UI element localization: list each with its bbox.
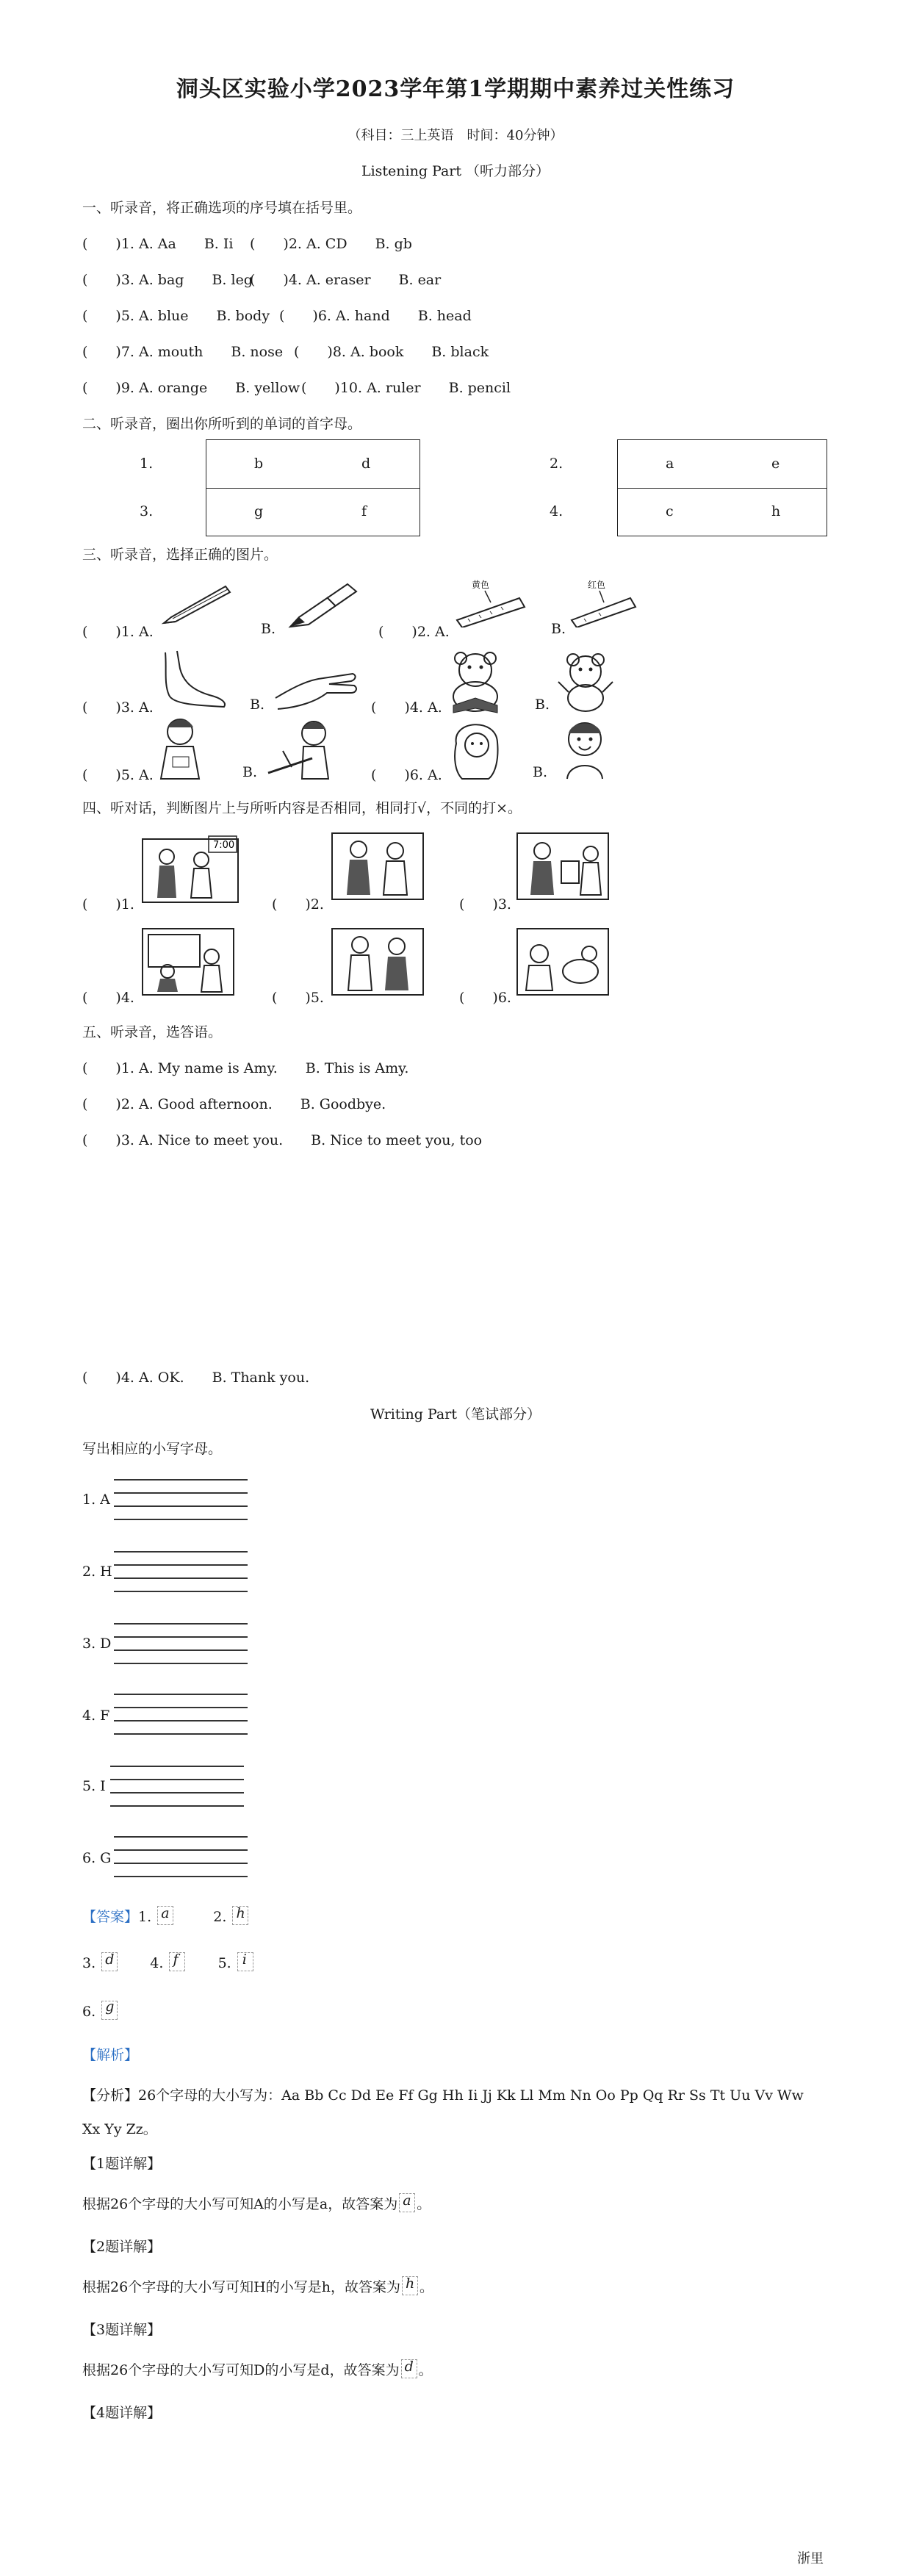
answer-box bbox=[237, 1952, 253, 1971]
picture-desk-scene bbox=[516, 829, 611, 902]
answer-box bbox=[157, 1906, 173, 1925]
boy-smiling-icon bbox=[552, 714, 619, 782]
s2-q2-a: a bbox=[666, 456, 674, 472]
answer-label: 【答案】 bbox=[82, 1909, 139, 1925]
picture-blackboard-scene bbox=[141, 924, 237, 998]
pencil-icon bbox=[158, 580, 235, 628]
writing-item-1: 1. A bbox=[82, 1492, 110, 1508]
section4-heading: 四、听对话，判断图片上与所听内容是否相同，相同打√，不同的打×。 bbox=[82, 800, 522, 816]
s2-q4-a: c bbox=[666, 503, 674, 519]
s4-q5: ( )5. bbox=[272, 990, 324, 1006]
writing-line bbox=[110, 1805, 244, 1807]
s2-q3-num: 3. bbox=[140, 503, 154, 519]
pen-icon bbox=[283, 577, 364, 632]
answer-1-num: 1. bbox=[138, 1909, 152, 1925]
s3-q3-b: B. bbox=[250, 697, 265, 713]
writing-line bbox=[114, 1863, 248, 1864]
s2-q1-num: 1. bbox=[140, 456, 154, 472]
detail-2-letter: h bbox=[405, 2275, 415, 2292]
writing-item-3: 3. D bbox=[82, 1636, 112, 1652]
s2-q2-b: e bbox=[771, 456, 780, 472]
writing-line bbox=[114, 1479, 248, 1481]
section2-heading: 二、听录音，圈出你所听到的单词的首字母。 bbox=[82, 416, 362, 432]
section5-heading: 五、听录音，选答语。 bbox=[82, 1024, 223, 1040]
s3-q2: ( )2. A. bbox=[378, 624, 450, 640]
s5-q2: ( )2. A. Good afternoon. B. Goodbye. bbox=[82, 1096, 386, 1112]
writing-line bbox=[114, 1519, 248, 1520]
writing-line bbox=[110, 1792, 244, 1794]
writing-line bbox=[114, 1577, 248, 1579]
answer-5-letter: i bbox=[242, 1951, 247, 1968]
q3-item: ( )3. A. bag B. leg bbox=[82, 272, 253, 288]
exam-subtitle: （科目：三上英语 时间：40分钟） bbox=[348, 128, 563, 143]
writing-item-2: 2. H bbox=[82, 1564, 112, 1580]
answer-2-letter: h bbox=[236, 1905, 245, 1921]
writing-line bbox=[110, 1766, 244, 1767]
answer-box bbox=[169, 1952, 185, 1971]
s4-q6: ( )6. bbox=[459, 990, 511, 1006]
section3-heading: 三、听录音，选择正确的图片。 bbox=[82, 547, 278, 563]
writing-header: Writing Part（笔试部分） bbox=[370, 1406, 541, 1422]
answer-3-letter: d bbox=[105, 1951, 115, 1968]
detail-2-text: 根据26个字母的大小写可知H的小写是h，故答案为 bbox=[82, 2279, 400, 2295]
q5-item: ( )5. A. blue B. body bbox=[82, 308, 270, 324]
q1-item: ( )1. A. Aa B. Ii bbox=[82, 236, 234, 252]
answer-4-letter: f bbox=[173, 1951, 179, 1968]
s4-q2: ( )2. bbox=[272, 896, 324, 913]
page-title: 洞头区实验小学2023学年第1学期期中素养过关性练习 bbox=[176, 76, 735, 102]
answer-5-num: 5. bbox=[217, 1955, 231, 1971]
detail-1-period: 。 bbox=[417, 2196, 431, 2212]
detail-4-head: 【4题详解】 bbox=[82, 2405, 162, 2421]
s4-q3: ( )3. bbox=[459, 896, 511, 913]
answer-1-letter: a bbox=[161, 1905, 170, 1921]
analysis-line-2: Xx Yy Zz。 bbox=[82, 2121, 157, 2137]
s2-q4-b: h bbox=[771, 503, 781, 519]
girl-writing-icon bbox=[261, 714, 342, 782]
detail-1-head: 【1题详解】 bbox=[82, 2156, 162, 2172]
writing-line bbox=[114, 1505, 248, 1507]
writing-item-5: 5. I bbox=[82, 1778, 106, 1794]
s4-q1: ( )1. bbox=[82, 896, 134, 913]
detail-3-text: 根据26个字母的大小写可知D的小写是d，故答案为 bbox=[82, 2362, 400, 2378]
writing-line bbox=[114, 1551, 248, 1553]
answer-6-num: 6. bbox=[82, 2004, 96, 2020]
picture-clock-scene bbox=[141, 832, 244, 905]
ruler-b-label: 红色 bbox=[588, 580, 606, 590]
s5-q4: ( )4. A. OK. B. Thank you. bbox=[82, 1370, 310, 1386]
detail-1-text: 根据26个字母的大小写可知A的小写是a，故答案为 bbox=[82, 2196, 398, 2212]
picture-child-pet bbox=[516, 924, 611, 998]
q8-item: ( )8. A. book B. black bbox=[294, 344, 489, 360]
answer-6-letter: g bbox=[105, 1998, 115, 2015]
answer-4-num: 4. bbox=[150, 1955, 164, 1971]
letter-grid-right bbox=[617, 439, 827, 536]
ruler-a-label: 黄色 bbox=[472, 580, 490, 590]
answer-3-num: 3. bbox=[82, 1955, 96, 1971]
s3-q1-b: B. bbox=[261, 621, 276, 637]
writing-line bbox=[114, 1663, 248, 1664]
section1-heading: 一、听录音，将正确选项的序号填在括号里。 bbox=[82, 200, 362, 216]
s2-q3-a: g bbox=[254, 503, 264, 519]
letter-grid-left bbox=[206, 439, 420, 536]
writing-line bbox=[114, 1694, 248, 1695]
answer-box bbox=[101, 1998, 118, 2020]
s3-q4: ( )4. A. bbox=[371, 699, 442, 716]
s3-q6: ( )6. A. bbox=[371, 767, 442, 783]
bear-book-icon bbox=[444, 645, 511, 715]
detail-3-head: 【3题详解】 bbox=[82, 2322, 162, 2338]
footer-text: 浙里 bbox=[797, 2551, 824, 2566]
q6-item: ( )6. A. hand B. head bbox=[279, 308, 472, 324]
writing-line bbox=[114, 1720, 248, 1721]
q4-item: ( )4. A. eraser B. ear bbox=[250, 272, 442, 288]
q2-item: ( )2. A. CD B. gb bbox=[250, 236, 412, 252]
s5-q3: ( )3. A. Nice to meet you. B. Nice to meet you, too bbox=[82, 1132, 483, 1148]
s2-q1-b: d bbox=[361, 456, 371, 472]
s3-q5-b: B. bbox=[242, 764, 258, 780]
writing-item-4: 4. F bbox=[82, 1708, 110, 1724]
answer-box bbox=[401, 2359, 417, 2378]
detail-2-head: 【2题详解】 bbox=[82, 2239, 162, 2255]
s3-q4-b: B. bbox=[535, 697, 550, 713]
s5-q1: ( )1. A. My name is Amy. B. This is Amy. bbox=[82, 1060, 409, 1076]
writing-line bbox=[114, 1849, 248, 1851]
listening-header: Listening Part （听力部分） bbox=[361, 163, 550, 179]
s2-q1-a: b bbox=[254, 456, 264, 472]
writing-instruction: 写出相应的小写字母。 bbox=[82, 1441, 223, 1457]
s3-q6-b: B. bbox=[533, 764, 548, 780]
writing-line bbox=[114, 1564, 248, 1566]
detail-3-period: 。 bbox=[418, 2362, 433, 2378]
ruler-yellow-icon bbox=[450, 575, 529, 627]
clock-time: 7:00 bbox=[213, 840, 235, 851]
answer-box bbox=[232, 1906, 248, 1925]
writing-line bbox=[114, 1636, 248, 1638]
q10-item: ( )10. A. ruler B. pencil bbox=[301, 380, 511, 396]
writing-item-6: 6. G bbox=[82, 1850, 112, 1866]
s3-q2-b: B. bbox=[551, 621, 566, 637]
girl-reading-icon bbox=[151, 714, 217, 782]
detail-3-letter: d bbox=[404, 2359, 414, 2375]
answer-box bbox=[399, 2193, 415, 2212]
answer-box bbox=[402, 2276, 418, 2295]
picture-two-boys bbox=[331, 829, 426, 902]
writing-line bbox=[114, 1649, 248, 1651]
analysis-line-1: 【分析】26个字母的大小写为：Aa Bb Cc Dd Ee Ff Gg Hh Ii Jj Kk Ll Mm Nn Oo Pp Qq Rr Ss Tt Uu Vv Ww bbox=[82, 2087, 804, 2104]
detail-2-period: 。 bbox=[419, 2279, 433, 2295]
detail-1-letter: a bbox=[403, 2192, 411, 2209]
q9-item: ( )9. A. orange B. yellow bbox=[82, 380, 300, 396]
s2-q4-num: 4. bbox=[550, 503, 563, 519]
writing-line bbox=[110, 1779, 244, 1780]
writing-line bbox=[114, 1492, 248, 1494]
s3-q1: ( )1. A. bbox=[82, 624, 154, 640]
analysis-label: 【解析】 bbox=[82, 2047, 139, 2063]
answer-box bbox=[101, 1952, 118, 1971]
writing-line bbox=[114, 1836, 248, 1838]
hand-icon bbox=[272, 658, 360, 713]
s4-q4: ( )4. bbox=[82, 990, 134, 1006]
writing-line bbox=[114, 1707, 248, 1708]
answer-2-num: 2. bbox=[213, 1909, 227, 1925]
q7-item: ( )7. A. mouth B. nose bbox=[82, 344, 284, 360]
s3-q3: ( )3. A. bbox=[82, 699, 154, 716]
s3-q5: ( )5. A. bbox=[82, 767, 154, 783]
writing-line bbox=[114, 1876, 248, 1877]
bear-icon bbox=[552, 645, 622, 715]
ruler-red-icon bbox=[566, 575, 639, 627]
s2-q2-num: 2. bbox=[550, 456, 563, 472]
writing-line bbox=[114, 1623, 248, 1625]
writing-line bbox=[114, 1733, 248, 1735]
picture-boy-girl bbox=[331, 924, 426, 998]
foot-icon bbox=[151, 647, 231, 713]
s2-q3-b: f bbox=[361, 503, 367, 519]
girl-thinking-icon bbox=[444, 714, 511, 782]
writing-line bbox=[114, 1591, 248, 1592]
